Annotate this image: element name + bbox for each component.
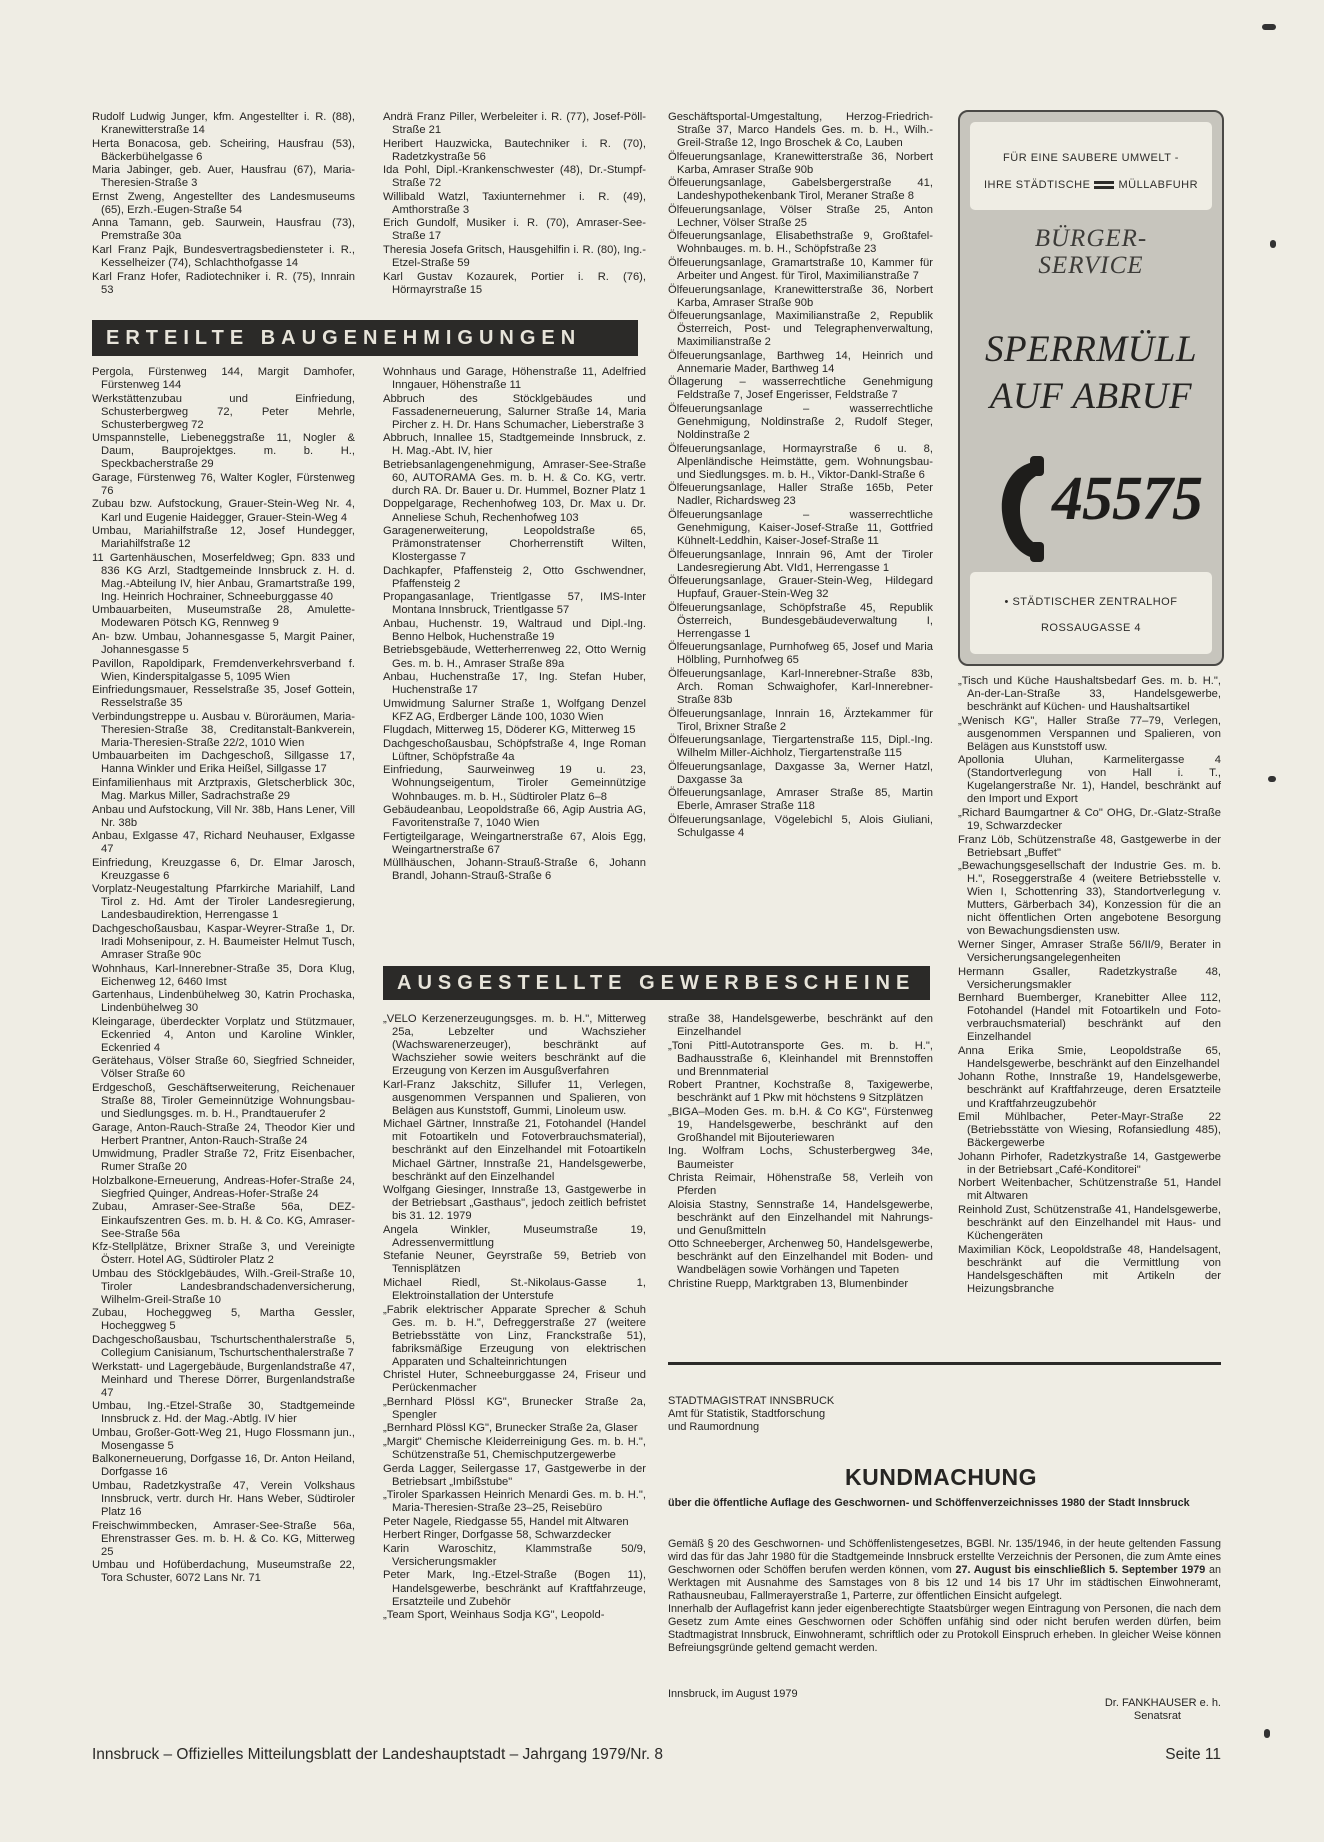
ad-buergerservice (960, 225, 1222, 279)
col2-gewerbescheine-list (383, 1013, 646, 1623)
list-entry: Ölfeuerungsanlage, Barthweg 14, Heinrich und Annemarie Mader, Barthweg 14 (668, 349, 933, 375)
list-entry: Ölfeuerungsanlage, Karl-Innerebner-Straße 83b, Arch. Roman Schwaighofer, Karl-Innerebner-Straße 83b (668, 667, 933, 707)
ad-phone-number: 45575 (1052, 465, 1202, 533)
list-entry: „VELO Kerzenerzeugungsges. m. b. H.", Mitterweg 25a, Lebzelter und Wachszieher (Wachswarenerzeuger), beschränkt auf Wachszieher sowie weiters beschränkt auf die Erzeugung von Kerzen im Ausgußverfahren (383, 1013, 646, 1078)
list-entry: Umbau und Hofüberdachung, Museumstraße 22, Tora Schuster, 6072 Lans Nr. 71 (92, 1559, 355, 1585)
list-entry: Einfriedung, Saurweinweg 19 u. 23, Wohnungseigentum, Tiroler Gemeinnützige Wohnbauges. m. b. H., Südtiroler Platz 6–8 (383, 764, 646, 803)
list-entry: Wohnhaus, Karl-Innerebner-Straße 35, Dora Klug, Eichenweg 12, 6460 Imst (92, 962, 355, 988)
list-entry: Ölfeuerungsanlage – wasserrechtliche Genehmigung, Noldinstraße 2, Rudolf Steger, Noldinstraße 2 (668, 403, 933, 442)
list-entry: Betriebsgebäude, Wetterherrenweg 22, Otto Wernig Ges. m. b. H., Amraser Straße 89a (383, 644, 646, 670)
headline-line: BÜRGER- (1034, 225, 1148, 252)
section-header-gewerbescheine: AUSGESTELLTE GEWERBESCHEINE (383, 966, 930, 1000)
kundmachung-top-rule (668, 1362, 1221, 1365)
col1-intro-list (92, 111, 355, 297)
list-entry: Umbauarbeiten, Museumstraße 28, Amulette-Modewaren Pötsch KG, Rennweg 9 (92, 604, 355, 630)
page-footer (92, 1746, 1221, 1764)
headline-line: SERVICE (1038, 252, 1144, 279)
list-entry: „Bernhard Plössl KG", Brunecker Straße 2a, Glaser (383, 1422, 638, 1435)
footer-publication: Innsbruck – Offizielles Mitteilungsblatt der Landeshauptstadt – Jahrgang 1979/Nr. 8 (92, 1746, 663, 1763)
list-entry: Ölfeuerungsanlage, Daxgasse 3a, Werner Hatzl, Daxgasse 3a (668, 760, 933, 786)
list-entry: Peter Nagele, Riedgasse 55, Handel mit Altwaren (383, 1515, 629, 1528)
list-entry: Umbauarbeiten im Dachgeschoß, Sillgasse 17, Hanna Winkler und Erika Heißel, Sillgasse 17 (92, 750, 355, 776)
list-entry: Ölfeuerungsanlage, Grauer-Stein-Weg, Hildegard Hupfauf, Grauer-Stein-Weg 32 (668, 575, 933, 601)
kundmachung-p1c: an Werktagen mit Ausnahme des Samstages von 8 bis 12 und 14 bis 17 Uhr im städtischen Einwohneramt, Rathausneubau, Fallmerayerstraße 1, Parterre, zur öffentlichen Einsicht aufgelegt. (668, 1564, 1222, 1602)
list-entry: „Tiroler Sparkassen Heinrich Menardi Ges. m. b. H.", Maria-Theresien-Straße 23–25, Reisebüro (383, 1489, 646, 1515)
list-entry: Herbert Ringer, Dorfgasse 58, Schwarzdecker (383, 1529, 612, 1542)
kundmachung-signature (1000, 1697, 1221, 1723)
list-entry: Ölfeuerungsanlage, Vögelebichl 5, Alois Giuliani, Schulgasse 4 (668, 813, 933, 840)
ad-top-line2b: MÜLLABFUHR (1118, 179, 1199, 191)
col4-gewerbescheine-list (958, 675, 1221, 1296)
list-entry: Zubau, Amraser-See-Straße 56a, DEZ-Einkaufszentren Ges. m. b. H. & Co. KG, Amraser-See-Straße 56a (92, 1201, 355, 1240)
list-entry: Ernst Zweng, Angestellter des Landesmuseums (65), Erzh.-Eugen-Straße 54 (92, 190, 355, 216)
list-entry: Pavillon, Rapoldipark, Fremdenverkehrsverband f. Wien, Kinderspitalgasse 5, 1095 Wien (92, 657, 355, 683)
list-entry: Karin Waroschitz, Klammstraße 50/9, Versicherungsmakler (383, 1542, 646, 1568)
list-entry: Erdgeschoß, Geschäftserweiterung, Reichenauer Straße 88, Tiroler Gemeinnützige Wohnungsbau- und Siedlungsges. m. b. H., Prandtauerufer 2 (92, 1082, 355, 1121)
stadtmagistrat-sender (668, 1395, 834, 1434)
sender-line: Amt für Statistik, Stadtforschung (668, 1408, 826, 1420)
kundmachung-subtitle: über die öffentliche Auflage des Geschwornen- und Schöffenverzeichnisses 1980 der Stadt Innsbruck (668, 1497, 1190, 1509)
list-entry: Dachgeschoßausbau, Schöpfstraße 4, Inge Roman Lüftner, Schöpfstraße 4a (383, 737, 646, 763)
list-entry: Robert Prantner, Kochstraße 8, Taxigewerbe, beschränkt auf 1 Pkw mit höchstens 9 Sitzplätzen (668, 1079, 933, 1105)
list-entry: Ölfeuerungsanlage, Innrain 16, Ärztekammer für Tirol, Brixner Straße 2 (668, 707, 933, 733)
list-entry: „Fabrik elektrischer Apparate Sprecher & Schuh Ges. m. b. H.", Defreggerstraße 27 (weitere Betriebsstätte von Linz, Franckstraße 51), fabriksmäßige Erzeugung von elektrischen Apparaten und Schalteinrichtungen (383, 1303, 646, 1368)
list-entry: Ölfeuerungsanlage, Hormayrstraße 6 u. 8, Alpenländische Heimstätte, gem. Wohnungsbau- und Siedlungsges. m. b. H., Viktor-Dankl-Straße 6 (668, 442, 933, 481)
list-entry: 11 Gartenhäuschen, Moserfeldweg; Gpn. 833 und 836 KG Arzl, Stadtgemeinde Innsbruck z. H. d. Mag.-Abteilung IV, hier Anbau, Gramartstraße 199, Ing. Heinrich Hochrainer, Schneeburggasse 40 (92, 551, 355, 603)
list-entry: Karl-Franz Jakschitz, Sillufer 11, Verlegen, ausgenommen Verspannen und Spalieren, von Belägen aus Kunststoff, Gummi, Linoleum usw. (383, 1078, 646, 1117)
list-entry: Wohnhaus und Garage, Höhenstraße 11, Adelfried Inngauer, Höhenstraße 11 (383, 366, 646, 392)
list-entry: Einfriedung, Kreuzgasse 6, Dr. Elmar Jarosch, Kreuzgasse 6 (92, 856, 355, 882)
list-entry: Christa Reimair, Höhenstraße 58, Verleih von Pferden (668, 1172, 933, 1198)
list-entry: „Tisch und Küche Haushaltsbedarf Ges. m. b. H.", An-der-Lan-Straße 33, Handelsgewerbe, beschränkt auf Küchen- und Haushaltsartikel (958, 675, 1221, 714)
list-entry: Apollonia Uluhan, Karmelitergasse 4 (Standortverlegung von Hall i. T., Kugelangerstraße Nr. 1), Handel, beschränkt auf den Import und Export (958, 754, 1221, 806)
list-entry: Theresia Josefa Gritsch, Hausgehilfin i. R. (80), Ing.-Etzel-Straße 59 (383, 243, 646, 270)
sender-line: STADTMAGISTRAT INNSBRUCK (668, 1395, 835, 1407)
list-entry: Ölfeuerungsanlage – wasserrechtliche Genehmigung, Kaiser-Josef-Straße 11, Gottfried Kühnelt-Leddhin, Kaiser-Josef-Straße 11 (668, 508, 933, 547)
list-entry: Gerda Lagger, Seilergasse 17, Gastgewerbe in der Betriebsart „Imbißstube" (383, 1462, 646, 1488)
list-entry: Balkonerneuerung, Dorfgasse 16, Dr. Anton Heiland, Dorfgasse 16 (92, 1453, 355, 1479)
list-entry: Reinhold Zust, Schützenstraße 41, Handelsgewerbe, beschränkt auf den Einzelhandel mit Haus- und Küchengeräten (958, 1203, 1221, 1242)
list-entry: Karl Gustav Kozaurek, Portier i. R. (76), Hörmayrstraße 15 (383, 270, 646, 296)
list-entry: Holzbalkone-Erneuerung, Andreas-Hofer-Straße 24, Siegfried Quinger, Andreas-Hofer-Straße 24 (92, 1174, 355, 1200)
list-entry: Umspannstelle, Liebeneggstraße 11, Nogler & Daum, Bauprojektges. m. b. H., Speckbacherstraße 29 (92, 432, 355, 471)
scan-mark (1268, 776, 1276, 782)
list-entry: „BIGA–Moden Ges. m. b.H. & Co KG", Fürstenweg 19, Handelsgewerbe, beschränkt auf den Großhandel mit Bijouteriewaren (668, 1105, 933, 1144)
page-number: Seite 11 (1165, 1746, 1221, 1763)
ad-sperrmuell-headline (960, 326, 1222, 420)
ad-bottom-panel (970, 572, 1212, 654)
list-entry: Flugdach, Mitterweg 15, Döderer KG, Mitterweg 15 (383, 724, 636, 737)
list-entry: Einfamilienhaus mit Arztpraxis, Gletscherblick 30c, Mag. Markus Miller, Sadrachstraße 29 (92, 776, 355, 802)
list-entry: Ing. Wolfram Lochs, Schusterbergweg 34e, Baumeister (668, 1145, 933, 1171)
list-entry: Ölfeuerungsanlage, Gramartstraße 10, Kammer für Arbeiter und Angest. für Tirol, Maximilianstraße 7 (668, 257, 933, 283)
list-entry: Michael Gärtner, Innstraße 21, Fotohandel (Handel mit Fotoartikeln und Fotoverbrauchsmaterial), beschränkt auf den Einzelhandel mit Fotoartikeln Michael Gärtner, Innstraße 21, Handelsgewerbe, beschränkt auf den Einzelhandel (383, 1118, 646, 1183)
list-entry: Bernhard Buemberger, Kranebitter Allee 112, Fotohandel (Handel mit Fotoartikeln und Fotoverbrauchsmaterial) beschränkt auf den Einzelhandel (958, 992, 1221, 1044)
list-entry: Christel Huter, Schneeburggasse 24, Friseur und Perückenmacher (383, 1369, 646, 1395)
sender-line: und Raumordnung (668, 1421, 760, 1433)
list-entry: Rudolf Ludwig Junger, kfm. Angestellter i. R. (88), Kranewitterstraße 14 (92, 111, 355, 137)
list-entry: Umbau, Mariahilfstraße 12, Josef Hundegger, Mariahilfstraße 12 (92, 525, 355, 551)
kundmachung-date: Innsbruck, im August 1979 (668, 1688, 798, 1700)
list-entry: Gebäudeanbau, Leopoldstraße 66, Agip Austria AG, Favoritenstraße 7, 1040 Wien (383, 804, 646, 830)
list-entry: Zubau bzw. Aufstockung, Grauer-Stein-Weg Nr. 4, Karl und Eugenie Haidegger, Grauer-Stein-Weg 4 (92, 498, 355, 524)
list-entry: Umbau des Stöcklgebäudes, Wilh.-Greil-Straße 10, Tiroler Landesbrandschadenversicherung, Wilhelm-Greil-Straße 10 (92, 1267, 355, 1306)
kundmachung-paragraph-1 (668, 1538, 1221, 1603)
list-entry: Umwidmung Salurner Straße 1, Wolfgang Denzel KFZ AG, Erdberger Lände 100, 1030 Wien (383, 697, 646, 723)
list-entry: „Richard Baumgartner & Co" OHG, Dr.-Glatz-Straße 19, Schwarzdecker (958, 806, 1221, 833)
list-entry: Maximilian Köck, Leopoldstraße 48, Handelsagent, beschränkt auf die Vermittlung von Handelsgeschäften mit Artikeln der Heizungsbranche (958, 1243, 1221, 1295)
list-entry: „Wenisch KG", Haller Straße 77–79, Verlegen, ausgenommen Verspannen und Spalieren, von Belägen aus Kunststoff usw. (958, 714, 1221, 753)
ad-bottom-line2: ROSSAUGASSE 4 (1040, 622, 1142, 634)
list-entry: Kfz-Stellplätze, Brixner Straße 3, und Vereinigte Österr. Hotel AG, Südtiroler Platz 2 (92, 1241, 355, 1267)
list-entry: Heribert Hauzwicka, Bautechniker i. R. (70), Radetzkystraße 56 (383, 137, 646, 163)
muellabfuhr-logo-icon (1094, 181, 1114, 189)
list-entry: Anbau, Huchenstraße 17, Ing. Stefan Huber, Huchenstraße 17 (383, 671, 646, 697)
list-entry: Abbruch, Innallee 15, Stadtgemeinde Innsbruck, z. H. Mag.-Abt. IV, hier (383, 432, 646, 458)
list-entry: Propangasanlage, Trientlgasse 57, IMS-Inter Montana Innsbruck, Trientlgasse 57 (383, 591, 646, 617)
list-entry: Müllhäuschen, Johann-Strauß-Straße 6, Johann Brandl, Johann-Strauß-Straße 6 (383, 857, 646, 883)
list-entry: Gartenhaus, Lindenbühelweg 30, Katrin Prochaska, Lindenbühelweg 30 (92, 989, 355, 1015)
list-entry: Dachkapfer, Pfaffensteig 2, Otto Gschwendner, Pfaffensteig 2 (383, 564, 646, 590)
list-entry: Ölfeuerungsanlage, Haller Straße 165b, Peter Nadler, Richardsweg 23 (668, 482, 933, 508)
list-entry: Geschäftsportal-Umgestaltung, Herzog-Friedrich-Straße 37, Marco Handels Ges. m. b. H., Wilh.-Greil-Straße 12, Ingo Broschek & Co, Lauben (668, 111, 933, 150)
list-entry: Herta Bonacosa, geb. Scheiring, Hausfrau (53), Bäckerbühelgasse 6 (92, 137, 355, 163)
ad-top-panel (970, 122, 1212, 210)
list-entry: Otto Schneeberger, Archenweg 50, Handelsgewerbe, beschränkt auf den Einzelhandel mit Boden- und Wandbelägen sowie Vorhängen und Tapeten (668, 1238, 933, 1277)
headline-line: SPERRMÜLL (984, 329, 1198, 370)
list-entry: Öllagerung – wasserrechtliche Genehmigung Feldstraße 7, Josef Engerisser, Feldstraße 7 (668, 376, 933, 402)
list-entry: An- bzw. Umbau, Johannesgasse 5, Margit Painer, Johannesgasse 5 (92, 630, 355, 656)
list-entry: Ölfeuerungsanlage, Gabelsbergerstraße 41, Landeshypothekenbank Tirol, Meraner Straße 8 (668, 177, 933, 203)
list-entry: Franz Löb, Schützenstraße 48, Gastgewerbe in der Betriebsart „Buffet" (958, 833, 1221, 859)
signature-title: Senatsrat (1133, 1710, 1181, 1722)
list-entry: Ölfeuerungsanlage, Elisabethstraße 9, Großtafel-Wohnbauges. m. b. H., Schöpfstraße 23 (668, 230, 933, 256)
list-entry: Kleingarage, überdeckter Vorplatz und Stützmauer, Eckenried 4, Anton und Karoline Winkler, Eckenried 4 (92, 1015, 355, 1054)
list-entry: Johann Pirhofer, Radetzkystraße 14, Gastgewerbe in der Betriebsart „Café-Konditorei" (958, 1150, 1221, 1176)
sperrmuell-advert (958, 110, 1224, 666)
kundmachung-p1-dates: 27. August bis einschließlich 5. September 1979 (955, 1564, 1206, 1576)
ad-top-line2a: IHRE STÄDTISCHE (983, 179, 1091, 191)
list-entry: Anbau, Huchenstr. 19, Waltraud und Dipl.-Ing. Benno Helbok, Huchenstraße 19 (383, 617, 646, 643)
col2-baugenehmigungen-list (383, 366, 646, 884)
list-entry: Willibald Watzl, Taxiunternehmer i. R. (49), Amthorstraße 3 (383, 190, 646, 216)
list-entry: Werner Singer, Amraser Straße 56/II/9, Berater in Versicherungsangelegenheiten (958, 938, 1221, 964)
list-entry: Norbert Weitenbacher, Schützenstraße 51, Handel mit Altwaren (958, 1177, 1221, 1203)
list-entry: Umbau, Großer-Gott-Weg 21, Hugo Flossmann jun., Mosengasse 5 (92, 1426, 355, 1452)
list-entry: Ölfeuerungsanlage, Kranewitterstraße 36, Norbert Karba, Amraser Straße 90b (668, 150, 933, 176)
list-entry: Garage, Fürstenweg 76, Walter Kogler, Fürstenweg 76 (92, 471, 355, 497)
list-entry: Verbindungstreppe u. Ausbau v. Büroräumen, Maria-Theresien-Straße 38, Creditanstalt-Bankverein, Maria-Theresien-Straße 22/2, 1010 Wien (92, 710, 355, 749)
list-entry: straße 38, Handelsgewerbe, beschränkt auf den Einzelhandel (668, 1013, 933, 1039)
ad-phone (994, 454, 1202, 564)
list-entry: Anbau und Aufstockung, Vill Nr. 38b, Hans Lener, Vill Nr. 38b (92, 803, 355, 829)
list-entry: Ölfeuerungsanlage, Maximilianstraße 2, Republik Österreich, Post- und Telegraphenverwaltung, Maximilianstraße 2 (668, 310, 933, 349)
telephone-handset-icon (994, 454, 1054, 564)
list-entry: Betriebsanlagengenehmigung, Amraser-See-Straße 60, AUTORAMA Ges. m. b. H. & Co. KG, vertr. durch RA. Dr. Bauer u. Dr. Hummel, Bozner Platz 1 (383, 458, 646, 497)
scan-mark (1262, 24, 1276, 30)
list-entry: Freischwimmbecken, Amraser-See-Straße 56a, Ehrenstrasser Ges. m. b. H. & Co. KG, Mitterweg 25 (92, 1519, 355, 1558)
list-entry: Einfriedungsmauer, Resselstraße 35, Josef Gottein, Resselstraße 35 (92, 684, 355, 710)
list-entry: Johann Rothe, Innstraße 19, Handelsgewerbe, beschränkt auf Kraftfahrzeuge, deren Ersatzteile und Kraftfahrzeugzubehör (958, 1071, 1221, 1110)
list-entry: Karl Franz Pajk, Bundesvertragsbediensteter i. R., Kesselheizer (74), Schlachthofgasse 14 (92, 243, 355, 270)
list-entry: Umwidmung, Pradler Straße 72, Fritz Eisenbacher, Rumer Straße 20 (92, 1148, 355, 1174)
list-entry: Werkstättenzubau und Einfriedung, Schusterbergweg 72, Peter Mehrle, Schusterbergweg 72 (92, 392, 355, 431)
list-entry: „Bewachungsgesellschaft der Industrie Ges. m. b. H.", Roseggerstraße 4 (weitere Betriebsstelle v. Wien I, Schottenring 33), Standortverlegung v. Mutters, Gärberbach 34), Konzession für die an nicht öffentlichen Orten angebotene Besorgung von Bewachungsdiensten usw. (958, 860, 1221, 938)
kundmachung-p1a: Gemäß § 20 des Geschwornen- und Schöffenlistengesetzes, BGBl. Nr. 135/1946, in der heute geltenden Fassung wird das für das Jahr 1980 für die Stadtgemeinde Innsbruck erstellte Verzeichnis der Personen, die zum Amte eines Geschwornen oder Schöffen berufen werden können, vom (668, 1538, 1221, 1576)
scan-mark (1270, 240, 1276, 248)
list-entry: Anna Erika Smie, Leopoldstraße 65, Handelsgewerbe, beschränkt auf den Einzelhandel (958, 1044, 1221, 1070)
list-entry: Maria Jabinger, geb. Auer, Hausfrau (67), Maria-Theresien-Straße 3 (92, 164, 355, 190)
list-entry: Michael Riedl, St.-Nikolaus-Gasse 1, Elektroinstallation der Unterstufe (383, 1276, 646, 1302)
list-entry: Ida Pohl, Dipl.-Krankenschwester (48), Dr.-Stumpf-Straße 72 (383, 164, 646, 190)
list-entry: Garagenerweiterung, Leopoldstraße 65, Prämonstratenser Chorherrenstift Wilten, Klostergasse 7 (383, 525, 646, 564)
list-entry: Wolfgang Giesinger, Innstraße 13, Gastgewerbe in der Betriebsart „Gasthaus", jedoch zeitlich befristet bis 31. 12. 1979 (383, 1184, 646, 1223)
list-entry: Hermann Gsaller, Radetzkystraße 48, Versicherungsmakler (958, 965, 1221, 991)
list-entry: Umbau, Radetzkystraße 47, Verein Volkshaus Innsbruck, vertr. durch Hr. Hans Weber, Südtiroler Platz 16 (92, 1479, 355, 1519)
list-entry: Ölfeuerungsanlage, Kranewitterstraße 36, Norbert Karba, Amraser Straße 90b (668, 283, 933, 309)
kundmachung-title: KUNDMACHUNG (845, 1464, 1038, 1490)
scan-mark (1264, 1729, 1270, 1738)
list-entry: „Margit" Chemische Kleiderreinigung Ges. m. b. H.", Schützenstraße 51, Chemischputzergewerbe (383, 1436, 646, 1462)
kundmachung-body (668, 1538, 1221, 1655)
list-entry: „Team Sport, Weinhaus Sodja KG", Leopold- (383, 1609, 605, 1622)
col3-gewerbescheine-list (668, 1013, 933, 1291)
list-entry: Ölfeuerungsanlage, Purnhofweg 65, Josef und Maria Hölbling, Purnhofweg 65 (668, 641, 933, 667)
list-entry: Fertigteilgarage, Weingartnerstraße 67, Alois Egg, Weingartnerstraße 67 (383, 830, 646, 856)
list-entry: Dachgeschoßausbau, Tschurtschenthalerstraße 5, Collegium Canisianum, Tschurtschenthalerstraße 7 (92, 1333, 355, 1359)
ad-bottom-line1: • STÄDTISCHER ZENTRALHOF (1004, 596, 1178, 608)
list-entry: Vorplatz-Neugestaltung Pfarrkirche Mariahilf, Land Tirol z. Hd. Amt der Tiroler Landesregierung, Landesbaudirektion, Herrengasse 1 (92, 883, 355, 922)
list-entry: Angela Winkler, Museumstraße 19, Adressenvermittlung (383, 1223, 646, 1249)
section-header-baugenehmigungen: ERTEILTE BAUGENEHMIGUNGEN (92, 320, 638, 356)
list-entry: Christine Ruepp, Marktgraben 13, Blumenbinder (668, 1277, 909, 1290)
list-entry: Dachgeschoßausbau, Kaspar-Weyrer-Straße 1, Dr. Iradi Mohsenipour, z. H. Baumeister Helmut Tusch, Amraser Straße 90c (92, 922, 355, 962)
list-entry: Ölfeuerungsanlage, Amraser Straße 85, Martin Eberle, Amraser Straße 118 (668, 787, 933, 813)
list-entry: Ölfeuerungsanlage, Innrain 96, Amt der Tiroler Landesregierung Abt. VId1, Herrengasse 1 (668, 548, 933, 574)
list-entry: „Bernhard Plössl KG", Brunecker Straße 2a, Spengler (383, 1395, 646, 1421)
list-entry: Karl Franz Hofer, Radiotechniker i. R. (75), Innrain 53 (92, 270, 355, 296)
signature-name: Dr. FANKHAUSER e. h. (1104, 1697, 1221, 1709)
kundmachung-paragraph-2: Innerhalb der Auflagefrist kann jeder eigenberechtigte Staatsbürger wegen Eintragung von Personen, die nach dem Gesetz zum Amte eines Geschwornen oder Schöffen unfähig sind oder nicht berufen werden dürfen, beim Stadtmagistrat Innsbruck, Einwohneramt, schriftlich oder zu Protokoll Einspruch erheben. In gleicher Weise können Befreiungsgründe geltend gemacht werden. (668, 1603, 1221, 1654)
list-entry: Werkstatt- und Lagergebäude, Burgenlandstraße 47, Meinhard und Therese Dörrer, Burgenlandstraße 47 (92, 1360, 355, 1399)
list-entry: Ölfeuerungsanlage, Völser Straße 25, Anton Lechner, Völser Straße 25 (668, 203, 933, 229)
list-entry: Zubau, Hocheggweg 5, Martha Gessler, Hocheggweg 5 (92, 1307, 355, 1333)
list-entry: „Toni Pittl-Autotransporte Ges. m. b. H.", Badhausstraße 6, Kleinhandel mit Brennstoffen und Brennmaterial (668, 1039, 933, 1078)
list-entry: Emil Mühlbacher, Peter-Mayr-Straße 22 (Betriebsstätte von Wiesing, Rofansiedlung 485), Bäckergewerbe (958, 1111, 1221, 1150)
ad-top-line2 (970, 179, 1212, 191)
ad-top-line1: FÜR EINE SAUBERE UMWELT - (1003, 152, 1179, 164)
list-entry: Peter Mark, Ing.-Etzel-Straße (Bogen 11), Handelsgewerbe, beschränkt auf Kraftfahrzeuge, Ersatzteile und Zubehör (383, 1569, 646, 1608)
list-entry: Abbruch des Stöcklgebäudes und Fassadenerneuerung, Salurner Straße 14, Maria Pircher z. H. Dr. Hans Schumacher, Lieberstraße 3 (383, 392, 646, 431)
list-entry: Stefanie Neuner, Geyrstraße 59, Betrieb von Tennisplätzen (383, 1250, 646, 1276)
list-entry: Garage, Anton-Rauch-Straße 24, Theodor Kier und Herbert Prantner, Anton-Rauch-Straße 24 (92, 1121, 355, 1147)
col3-baugenehmigungen-list (668, 111, 933, 841)
list-entry: Doppelgarage, Rechenhofweg 103, Dr. Max u. Dr. Anneliese Schuh, Rechenhofweg 103 (383, 498, 646, 524)
list-entry: Andrä Franz Piller, Werbeleiter i. R. (77), Josef-Pöll-Straße 21 (383, 111, 646, 137)
col1-baugenehmigungen-list (92, 366, 355, 1586)
list-entry: Erich Gundolf, Musiker i. R. (70), Amraser-See-Straße 17 (383, 217, 646, 243)
list-entry: Ölfeuerungsanlage, Tiergartenstraße 115, Dipl.-Ing. Wilhelm Miller-Aichholz, Tiergartenstraße 115 (668, 734, 933, 760)
list-entry: Anbau, Exlgasse 47, Richard Neuhauser, Exlgasse 47 (92, 830, 355, 856)
list-entry: Gerätehaus, Völser Straße 60, Siegfried Schneider, Völser Straße 60 (92, 1055, 355, 1081)
list-entry: Anna Tamann, geb. Saurwein, Hausfrau (73), Premstraße 30a (92, 217, 355, 243)
list-entry: Aloisia Stastny, Sennstraße 14, Handelsgewerbe, beschränkt auf den Einzelhandel mit Nahrungs- und Genußmitteln (668, 1198, 933, 1237)
list-entry: Umbau, Ing.-Etzel-Straße 30, Stadtgemeinde Innsbruck z. Hd. der Mag.-Abtlg. IV hier (92, 1400, 355, 1426)
list-entry: Pergola, Fürstenweg 144, Margit Damhofer, Fürstenweg 144 (92, 366, 355, 392)
col2-intro-list (383, 111, 646, 297)
list-entry: Ölfeuerungsanlage, Schöpfstraße 45, Republik Österreich, Bundesgebäudeverwaltung I, Herrengasse 1 (668, 601, 933, 640)
headline-line: AUF ABRUF (989, 376, 1193, 417)
